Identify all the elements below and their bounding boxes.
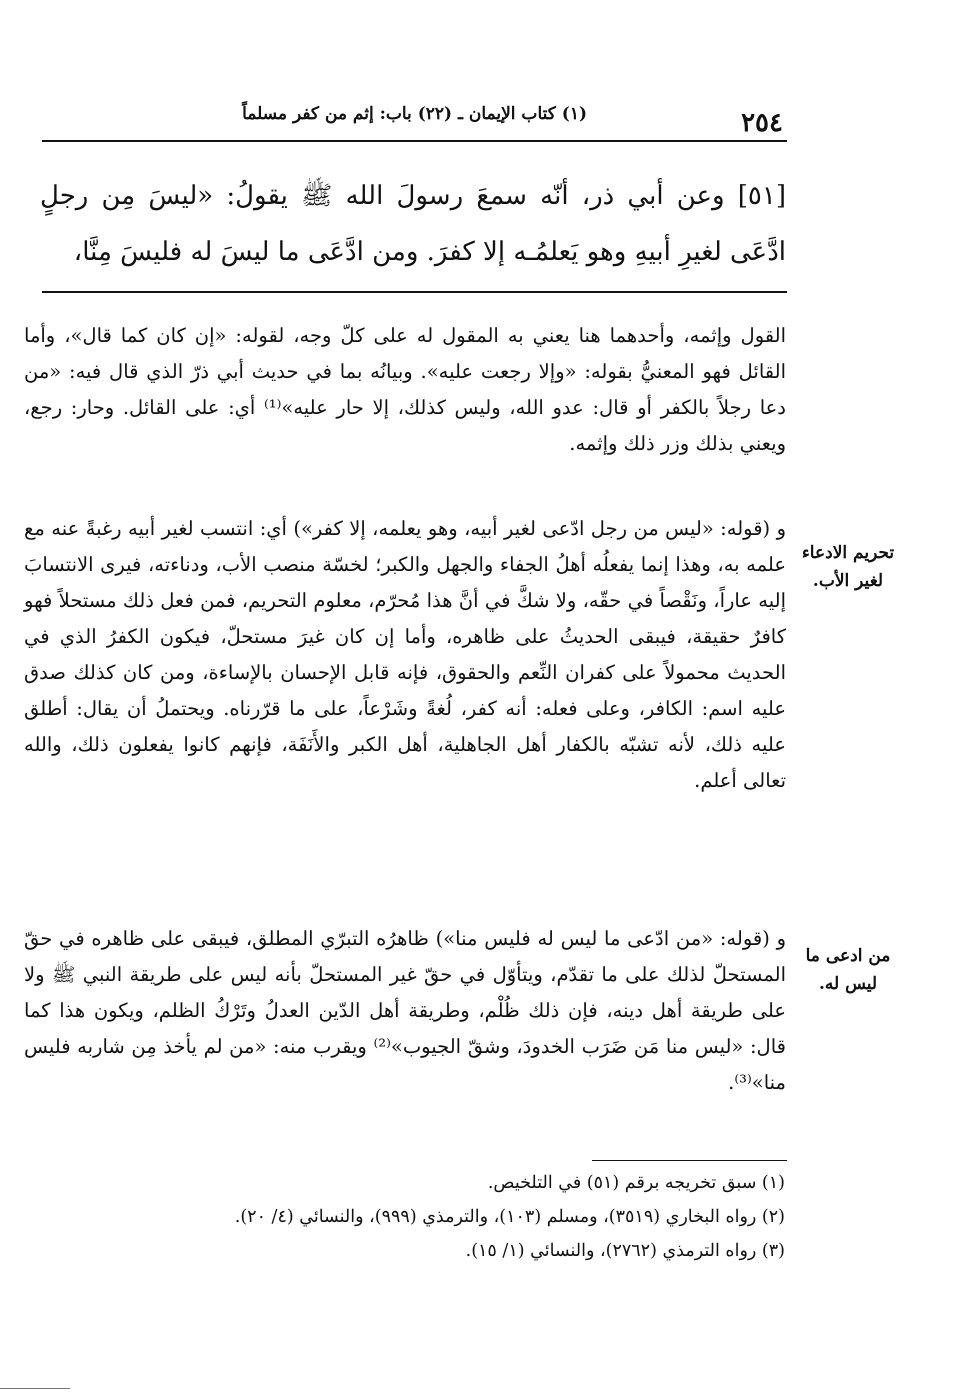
separator-rule [42,291,787,293]
commentary-paragraph-1: القول وإثمه، وأحدهما هنا يعني به المقول له على كلّ وجه، لقوله: «إن كان كما قال»، وأما القائل فهو المعنيُّ بقوله: «وإلا رجعت عليه». وبيانُه بما في حديث أبي ذرّ الذي قال فيه: «من دعا رجلاً بالكفر أو قال: عدو الله، وليس كذلك، إلا حار عليه»⁽¹⁾ أي: على القائل. وحار: رجع، ويعني بذلك وزر ذلك وإثمه. [24,324,786,455]
footnote-1: (١) سبق تخريجه برقم (٥١) في التلخيص. [487,1173,785,1193]
scan-edge-line [0,1388,70,1389]
running-title: (١) كتاب الإيمان ـ (٢٢) باب: إثم من كفر مسلماً [242,104,587,124]
page-header [42,96,787,142]
footnote-rule [592,1160,787,1161]
margin-note-false-claim: من ادعى ما ليس له. [805,946,891,994]
footnotes [40,1166,785,1268]
page-number: ٢٥٤ [741,108,783,138]
margin-note-prohibition: تحريم الادعاء لغير الأب. [801,543,895,591]
hadith-text: [٥١] وعن أبي ذر، أنّه سمعَ رسولَ الله ﷺ يقولُ: «ليسَ مِن رجلٍ ادَّعَى لغيرِ أبيهِ وهو يَعلمُـه إلا كفرَ. ومن ادَّعَى ما ليسَ له فليسَ مِنَّا، [40,181,786,267]
footnote-2: (٢) رواه البخاري (٣٥١٩)، ومسلم (١٠٣)، والترمذي (٩٩٩)، والنسائي (٤/ ٢٠). [234,1207,785,1227]
commentary-paragraph-3: و (قوله: «من ادّعى ما ليس له فليس منا») ظاهرُه التبرّي المطلق، فيبقى على ظاهره في حقّ المستحلّ لذلك على ما تقدّم، ويتأوّل في حقّ غير المستحلّ بأنه ليس على طريقة النبي ﷺ ولا على طريقة أهل دينه، فإن ذلك ظُلْم، وطريقة أهل الدّين العدلُ وتَرْكُ الظلم، ويكون هذا كما قال: «ليس منا مَن ضَرَب الخدودَ، وشقّ الجيوب»⁽²⁾ ويقرب منه: «من لم يأخذ مِن شاربه فليس منا»⁽³⁾. [24,927,786,1094]
footnote-3: (٣) رواه الترمذي (٢٧٦٢)، والنسائي (١/ ١٥). [465,1241,785,1261]
commentary-paragraph-2: و (قوله: «ليس من رجل ادّعى لغير أبيه، وهو يعلمه، إلا كفر») أي: انتسب لغير أبيه رغبةً عنه مع علمه به، وهذا إنما يفعلُه أهلُ الجفاء والجهل والكبر؛ لخسّة منصب الأب، ودناءته، فيرى الانتسابَ إليه عاراً، ونَقْصاً في حقّه، ولا شكَّ في أنَّ هذا مُحرّم، معلوم التحريم، فمن فعل ذلك مستحلاً فهو كافرٌ حقيقة، فيبقى الحديثُ على ظاهره، وأما إن كان غيرَ مستحلّ، فيكون الكفرُ الذي في الحديث محمولاً على كفران النِّعم والحقوق، فإنه قابل الإحسان بالإساءة، ومن كان كذلك صدق عليه اسم: الكافر، وعلى فعله: أنه كفر، لُغةً وشَرْعاً، على ما قرّرناه. ويحتملُ أن يقال: أطلق عليه ذلك، لأنه تشبّه بالكفار أهل الجاهلية، أهل الكبر والأَنَفَة، فإنهم كانوا يفعلون ذلك، والله تعالى أعلم. [24,517,786,792]
